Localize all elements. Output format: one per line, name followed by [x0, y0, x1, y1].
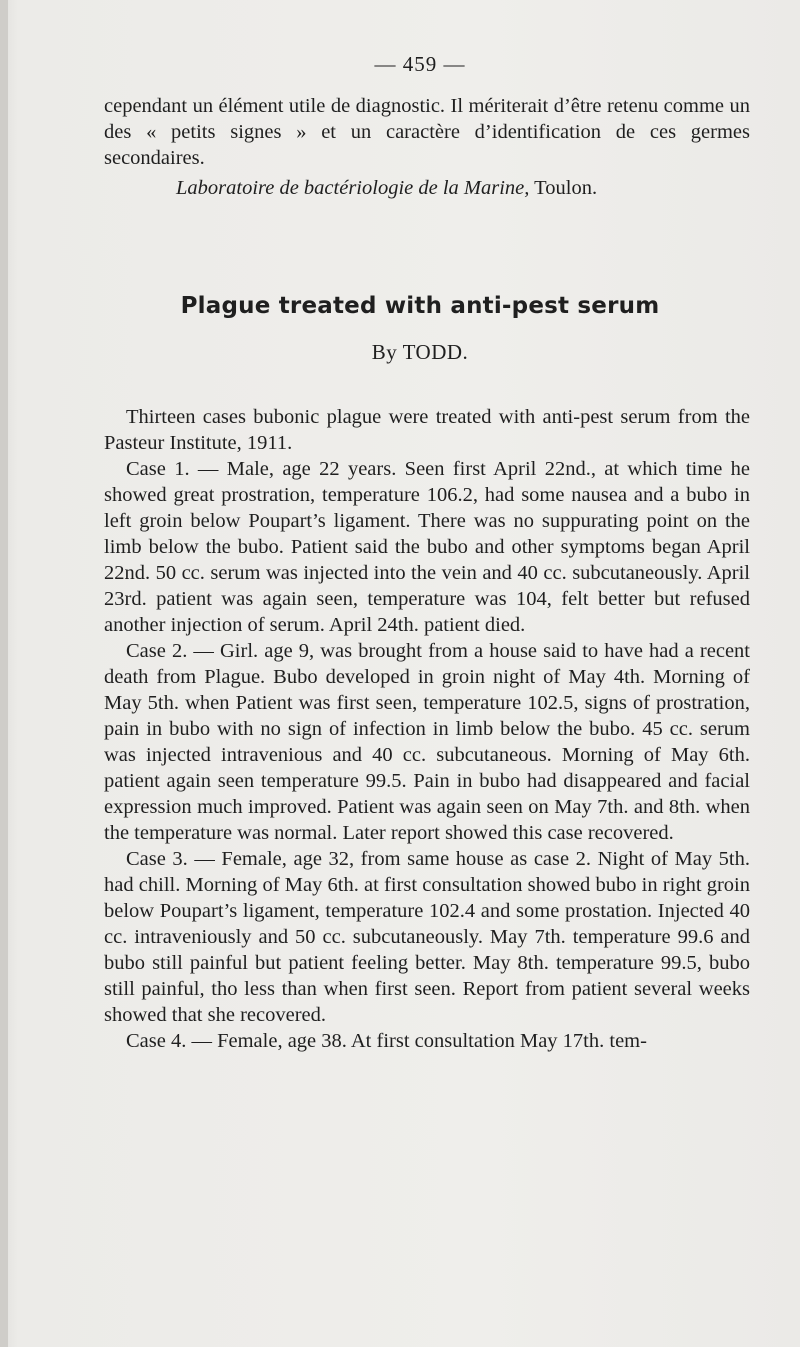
paragraph-case-3: Case 3. — Female, age 32, from same house as case 2. Night of May 5th. had chill. Morning of May 6th. at first consultation showed bubo in right groin below Poupart’s ligament, temperature 102.4 and some prostation. Injected 40 cc. intraveniously and 50 cc. subcutaneously. May 7th. temperature 99.6 and bubo still painful but patient feeling better. May 8th. temperature 99.5, bubo still painful, tho less than when first seen. Report from patient several weeks showed that she recovered.: [104, 848, 750, 1026]
intro-text-block: [104, 93, 750, 171]
page-number: — 459 —: [374, 52, 466, 76]
laboratory-signature: [176, 175, 597, 201]
article-byline: By TODD.: [371, 340, 469, 364]
paragraph-case-1: Case 1. — Male, age 22 years. Seen first April 22nd., at which time he showed great prostration, temperature 106.2, had some nausea and a bubo in left groin below Poupart’s ligament. There was no suppurating point on the limb below the bubo. Patient said the bubo and other symptoms began April 22nd. 50 cc. serum was injected into the vein and 40 cc. subcutaneously. April 23rd. patient was again seen, temperature was 104, felt better but refused another injection of serum. April 24th. patient died.: [104, 458, 750, 636]
article-title: Plague treated with anti-pest serum: [180, 293, 660, 319]
laboratory-city: Toulon.: [534, 177, 598, 199]
paragraph-overview: Thirteen cases bubonic plague were treated with anti-pest serum from the Pasteur Institute, 1911.: [104, 406, 750, 454]
laboratory-name: Laboratoire de bactériologie de la Marine,: [176, 177, 530, 199]
intro-paragraph: cependant un élément utile de diagnostic. Il mériterait d’être retenu comme un des « petits signes » et un caractère d’identification de ces germes secondaires.: [104, 95, 750, 169]
page-gutter-shadow: [0, 0, 8, 1347]
paragraph-case-4: Case 4. — Female, age 38. At first consultation May 17th. tem-: [126, 1030, 647, 1052]
paragraph-case-2: Case 2. — Girl. age 9, was brought from a house said to have had a recent death from Plague. Bubo developed in groin night of May 4th. Morning of May 5th. when Patient was first seen, temperature 102.5, signs of prostration, pain in bubo with no sign of infection in limb below the bubo. 45 cc. serum was injected intravenious and 40 cc. subcutaneous. Morning of May 6th. patient again seen temperature 99.5. Pain in bubo had disappeared and facial expression much improved. Patient was again seen on May 7th. and 8th. when the temperature was normal. Later report showed this case recovered.: [104, 640, 750, 844]
article-body: [104, 404, 750, 1054]
